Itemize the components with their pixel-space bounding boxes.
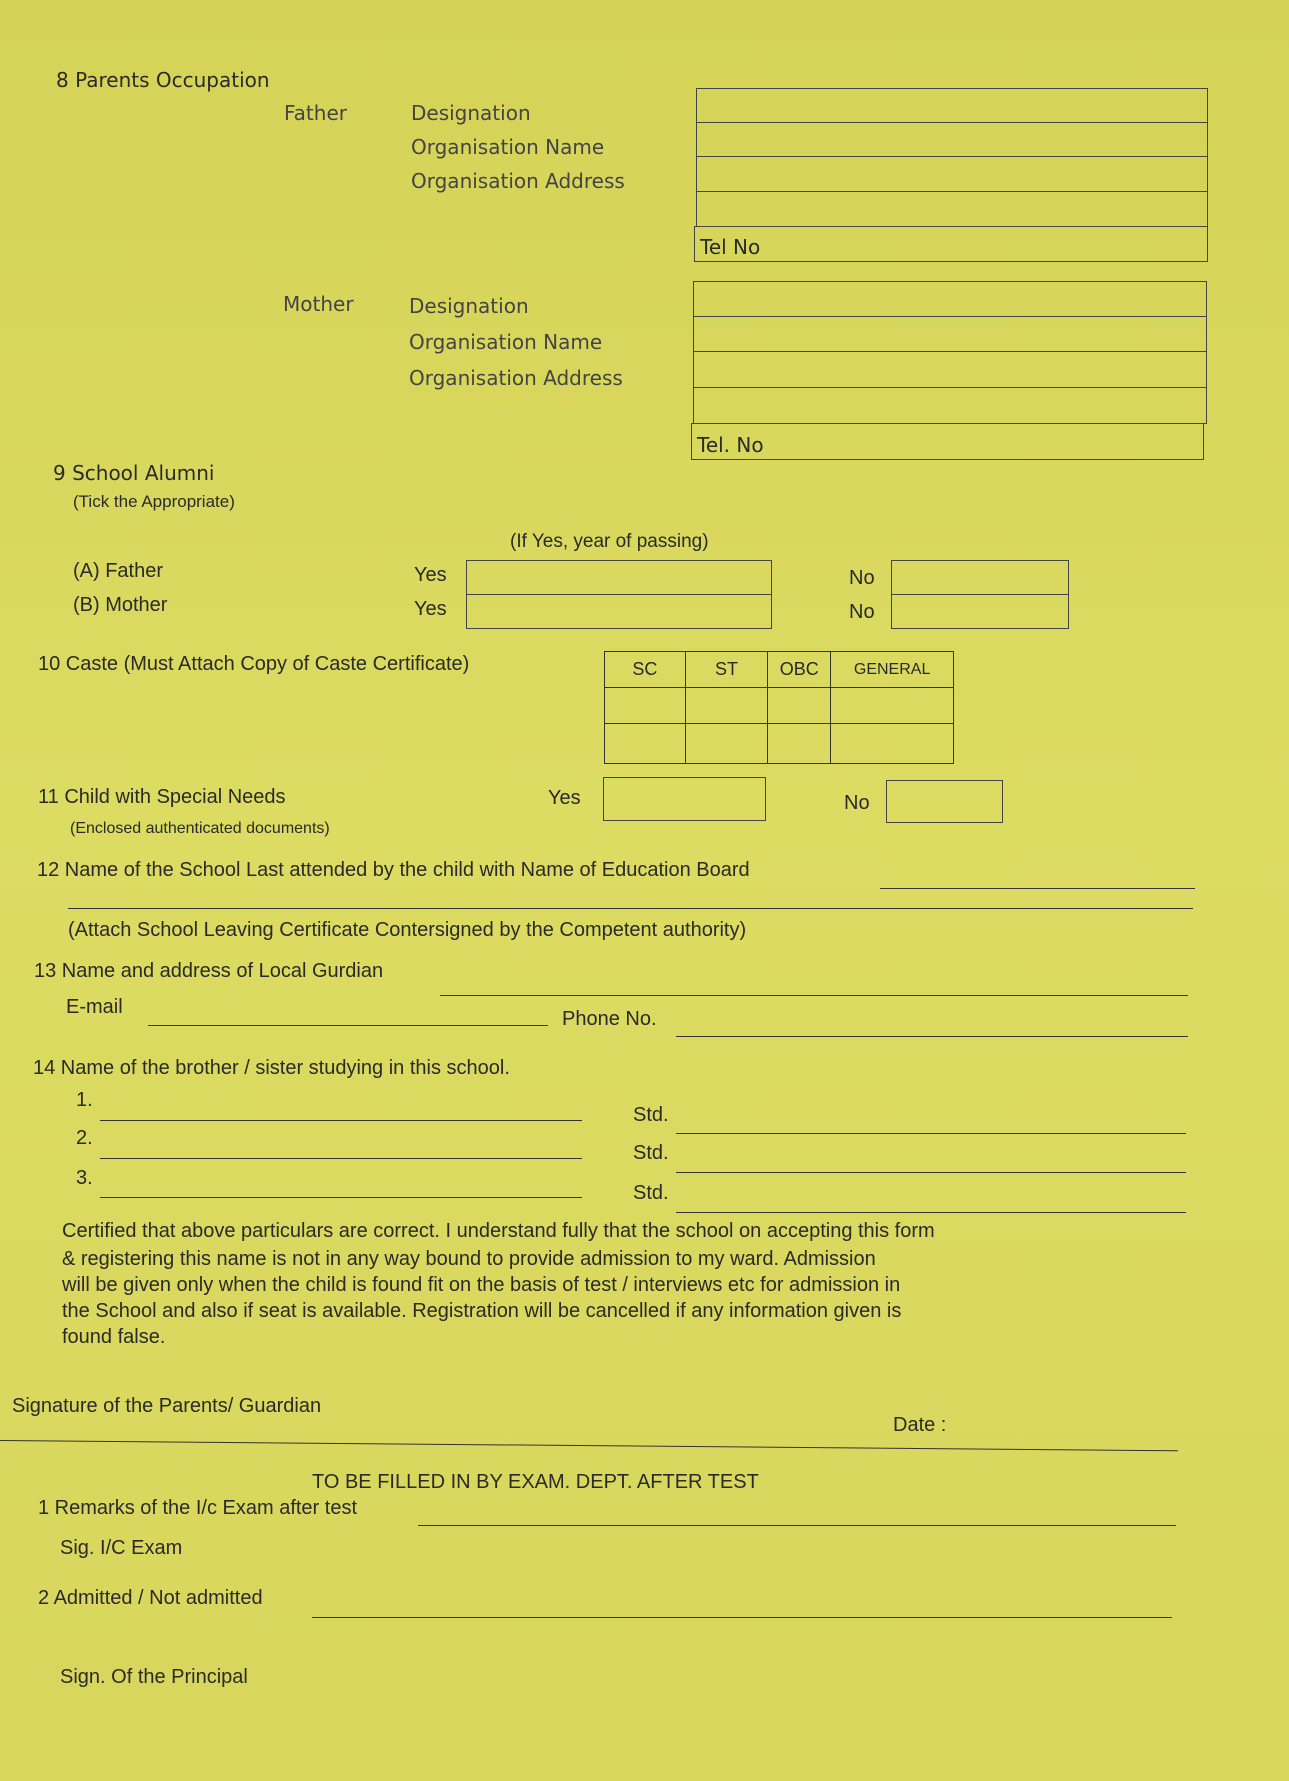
- sibling-2-name-line[interactable]: [100, 1158, 582, 1159]
- section-12-note: (Attach School Leaving Certificate Contersigned by the Competent authority): [68, 919, 747, 941]
- guardian-line[interactable]: [440, 995, 1188, 996]
- caste-general-cell[interactable]: [831, 688, 954, 724]
- caste-header-obc: OBC: [768, 652, 831, 688]
- last-school-line-1[interactable]: [880, 888, 1195, 889]
- sibling-1-number: 1.: [76, 1089, 93, 1111]
- alumni-mother-yes-box[interactable]: [466, 594, 772, 629]
- section-10-title: 10 Caste (Must Attach Copy of Caste Certificate): [38, 653, 470, 675]
- sibling-2-number: 2.: [76, 1127, 93, 1149]
- sibling-1-std-label: Std.: [633, 1104, 669, 1126]
- sibling-3-std-label: Std.: [633, 1182, 669, 1204]
- declaration-line-2: & registering this name is not in any way bound to provide admission to my ward. Admission: [62, 1248, 876, 1270]
- declaration-line-1: Certified that above particulars are correct. I understand fully that the school on accepting this form: [62, 1220, 935, 1242]
- mother-label: Mother: [283, 292, 354, 316]
- caste-st-cell-2[interactable]: [685, 724, 768, 764]
- alumni-mother-yes-label: Yes: [414, 598, 447, 620]
- email-line[interactable]: [148, 1025, 548, 1026]
- caste-table: [604, 651, 954, 764]
- phone-label: Phone No.: [562, 1008, 657, 1030]
- sibling-3-number: 3.: [76, 1167, 93, 1189]
- admitted-line[interactable]: [312, 1617, 1172, 1618]
- sibling-1-std-line[interactable]: [676, 1133, 1186, 1134]
- section-11-title: 11 Child with Special Needs: [38, 786, 286, 808]
- mother-designation-label: Designation: [409, 294, 529, 318]
- section-11-subtitle: (Enclosed authenticated documents): [70, 820, 330, 837]
- father-tel-label: Tel No: [700, 235, 761, 259]
- exam-remarks-line[interactable]: [418, 1525, 1176, 1526]
- alumni-father-no-label: No: [849, 567, 875, 589]
- mother-tel-label: Tel. No: [697, 433, 764, 457]
- exam-signature-label: Sig. I/C Exam: [60, 1537, 183, 1559]
- alumni-mother-no-label: No: [849, 601, 875, 623]
- special-needs-no-label: No: [844, 792, 870, 814]
- alumni-mother-label: (B) Mother: [73, 594, 168, 616]
- father-designation-label: Designation: [411, 101, 531, 125]
- father-org-name-label: Organisation Name: [411, 135, 605, 159]
- father-org-address-field-2[interactable]: [696, 191, 1208, 227]
- section-13-title: 13 Name and address of Local Gurdian: [34, 960, 384, 982]
- mother-org-name-field[interactable]: [693, 316, 1207, 352]
- caste-header-sc: SC: [605, 652, 686, 688]
- father-org-name-field[interactable]: [696, 122, 1208, 157]
- signature-divider: [0, 1440, 1178, 1451]
- caste-general-cell-2[interactable]: [831, 724, 954, 764]
- declaration-line-5: found false.: [62, 1326, 166, 1348]
- caste-sc-cell[interactable]: [605, 688, 686, 724]
- section-9-title: 9 School Alumni: [53, 461, 215, 485]
- phone-line[interactable]: [676, 1036, 1188, 1037]
- mother-designation-field[interactable]: [693, 281, 1207, 317]
- caste-obc-cell-2[interactable]: [768, 724, 831, 764]
- special-needs-yes-label: Yes: [548, 787, 581, 809]
- declaration-line-4: the School and also if seat is available. Registration will be cancelled if any information given is: [62, 1300, 902, 1322]
- father-label: Father: [284, 101, 347, 125]
- alumni-father-label: (A) Father: [73, 560, 164, 582]
- mother-tel-field[interactable]: [691, 423, 1204, 460]
- sibling-1-name-line[interactable]: [100, 1120, 582, 1121]
- exam-section-title: TO BE FILLED IN BY EXAM. DEPT. AFTER TEST: [312, 1471, 759, 1493]
- date-label: Date :: [893, 1414, 947, 1436]
- mother-org-address-field-2[interactable]: [693, 387, 1207, 424]
- sibling-3-name-line[interactable]: [100, 1197, 582, 1198]
- father-tel-field[interactable]: [694, 226, 1208, 262]
- caste-obc-cell[interactable]: [768, 688, 831, 724]
- special-needs-no-box[interactable]: [886, 780, 1003, 823]
- declaration-line-3: will be given only when the child is found fit on the basis of test / interviews etc for admission in: [62, 1274, 901, 1296]
- section-14-title: 14 Name of the brother / sister studying in this school.: [33, 1057, 510, 1079]
- alumni-father-yes-box[interactable]: [466, 560, 772, 595]
- exam-remarks-label: 1 Remarks of the I/c Exam after test: [38, 1497, 358, 1519]
- caste-st-cell[interactable]: [685, 688, 768, 724]
- parent-signature-label: Signature of the Parents/ Guardian: [12, 1395, 322, 1417]
- sibling-3-std-line[interactable]: [676, 1212, 1186, 1213]
- alumni-mother-no-box[interactable]: [891, 594, 1069, 629]
- father-designation-field[interactable]: [696, 88, 1208, 123]
- alumni-father-no-box[interactable]: [891, 560, 1069, 595]
- email-label: E-mail: [66, 996, 123, 1018]
- alumni-year-note: (If Yes, year of passing): [510, 531, 709, 552]
- admitted-label: 2 Admitted / Not admitted: [38, 1587, 263, 1609]
- father-org-address-field[interactable]: [696, 156, 1208, 192]
- sibling-2-std-label: Std.: [633, 1142, 669, 1164]
- principal-signature-label: Sign. Of the Principal: [60, 1666, 248, 1688]
- caste-header-general: GENERAL: [831, 652, 954, 688]
- caste-sc-cell-2[interactable]: [605, 724, 686, 764]
- alumni-father-yes-label: Yes: [414, 564, 447, 586]
- section-9-subtitle: (Tick the Appropriate): [73, 492, 235, 511]
- section-8-title: 8 Parents Occupation: [56, 68, 270, 92]
- last-school-line-2[interactable]: [68, 908, 1193, 909]
- caste-header-st: ST: [685, 652, 768, 688]
- section-12-title: 12 Name of the School Last attended by the child with Name of Education Board: [37, 859, 750, 881]
- mother-org-address-field[interactable]: [693, 351, 1207, 388]
- special-needs-yes-box[interactable]: [603, 777, 766, 821]
- sibling-2-std-line[interactable]: [676, 1172, 1186, 1173]
- father-org-address-label: Organisation Address: [411, 169, 625, 193]
- mother-org-address-label: Organisation Address: [409, 366, 623, 390]
- mother-org-name-label: Organisation Name: [409, 330, 603, 354]
